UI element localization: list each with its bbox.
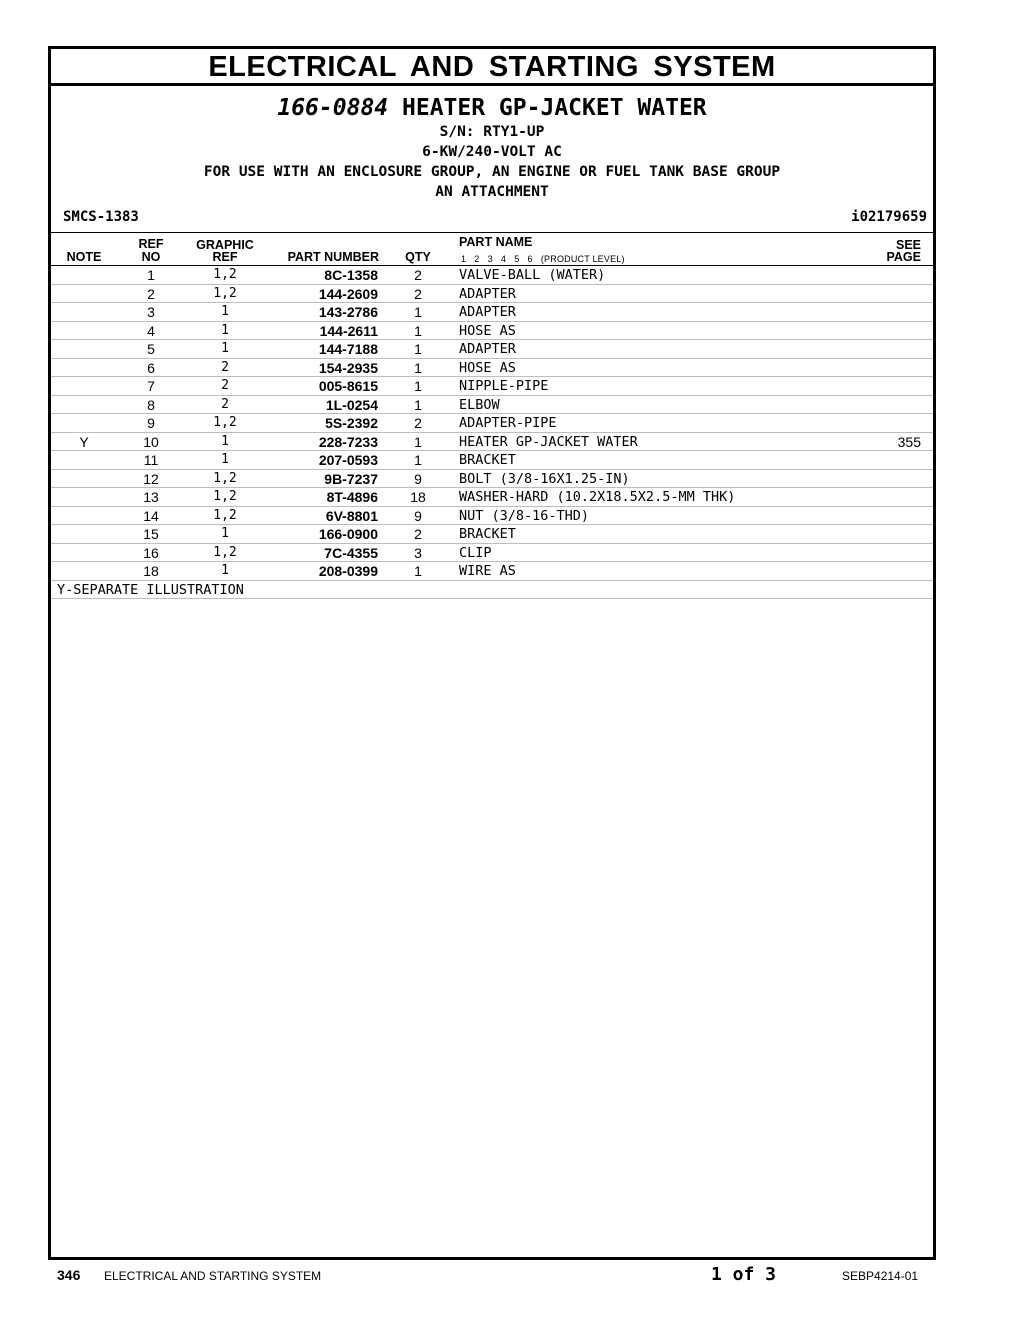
qty-cell: 2 bbox=[414, 267, 422, 283]
table-row bbox=[51, 433, 933, 452]
ref-no-cell: 12 bbox=[143, 470, 159, 487]
column-header bbox=[51, 233, 933, 266]
table-row bbox=[51, 544, 933, 563]
part-name-cell: NIPPLE-PIPE bbox=[459, 378, 549, 394]
qty-cell: 1 bbox=[414, 452, 422, 468]
qty-cell: 1 bbox=[414, 304, 422, 320]
serial-range: S/N: RTY1-UP bbox=[439, 124, 545, 140]
group-title bbox=[51, 94, 933, 122]
table-row bbox=[51, 451, 933, 470]
qty-cell: 18 bbox=[410, 489, 426, 505]
table-row bbox=[51, 414, 933, 433]
qty-cell: 1 bbox=[414, 322, 422, 339]
qty-cell: 2 bbox=[414, 415, 422, 431]
part-name-cell: ELBOW bbox=[459, 396, 500, 413]
part-number-cell[interactable]: 228-7233 bbox=[318, 433, 378, 450]
table-row bbox=[51, 322, 933, 341]
ref-no-cell: 16 bbox=[143, 544, 159, 561]
part-number-cell[interactable]: 9B-7237 bbox=[324, 470, 378, 487]
graphic-ref-cell: 1,2 bbox=[213, 544, 237, 560]
group-name: HEATER GP-JACKET WATER bbox=[402, 95, 707, 121]
footer-section: ELECTRICAL AND STARTING SYSTEM bbox=[104, 1269, 322, 1283]
graphic-ref-cell: 1,2 bbox=[213, 267, 237, 282]
table-row bbox=[51, 525, 933, 544]
qty-cell: 1 bbox=[414, 396, 422, 413]
ref-no-cell: 5 bbox=[147, 341, 155, 357]
table-row bbox=[51, 266, 933, 285]
ref-no-cell: 11 bbox=[143, 452, 159, 468]
graphic-ref-cell: 1,2 bbox=[213, 415, 237, 430]
col-see-top: SEE bbox=[895, 238, 921, 252]
qty-cell: 1 bbox=[414, 563, 422, 579]
doc-number: SEBP4214-01 bbox=[842, 1269, 919, 1283]
ref-no-cell: 18 bbox=[143, 563, 159, 579]
ref-no-cell: 1 bbox=[147, 267, 155, 283]
part-number-cell[interactable]: 154-2935 bbox=[318, 359, 378, 376]
part-number-cell[interactable]: 1L-0254 bbox=[325, 396, 378, 413]
page-number: 346 bbox=[57, 1267, 81, 1283]
page-footer bbox=[0, 1264, 1020, 1288]
smcs-code: SMCS-1383 bbox=[63, 209, 139, 225]
page-of: 1 of 3 bbox=[711, 1264, 777, 1285]
ref-no-cell: 8 bbox=[147, 396, 155, 413]
graphic-ref-cell: 1 bbox=[221, 304, 229, 319]
col-graphic-bottom: REF bbox=[212, 250, 238, 264]
parts-table-body bbox=[51, 266, 933, 581]
table-row bbox=[51, 470, 933, 489]
part-name-cell: HOSE AS bbox=[459, 322, 516, 339]
part-name-cell: WIRE AS bbox=[459, 563, 516, 579]
table-row bbox=[51, 303, 933, 322]
footnote-text: Y-SEPARATE ILLUSTRATION bbox=[57, 581, 244, 598]
usage-line: FOR USE WITH AN ENCLOSURE GROUP, AN ENGINE OR FUEL TANK BASE GROUP bbox=[203, 164, 781, 180]
graphic-ref-cell: 1,2 bbox=[213, 285, 237, 301]
part-number-cell[interactable]: 8T-4896 bbox=[326, 489, 378, 505]
part-number-cell[interactable]: 5S-2392 bbox=[325, 415, 378, 431]
note-cell: Y bbox=[79, 433, 89, 450]
smcs-row bbox=[51, 206, 933, 233]
part-number-cell[interactable]: 005-8615 bbox=[318, 378, 378, 394]
qty-cell: 3 bbox=[414, 544, 422, 561]
qty-cell: 1 bbox=[414, 359, 422, 376]
col-qty: QTY bbox=[405, 250, 431, 264]
qty-cell: 1 bbox=[414, 433, 422, 450]
graphic-ref-cell: 1 bbox=[221, 322, 229, 338]
table-row bbox=[51, 377, 933, 396]
qty-cell: 2 bbox=[414, 526, 422, 542]
usage-line-2: AN ATTACHMENT bbox=[435, 184, 549, 200]
ref-no-cell: 2 bbox=[147, 285, 155, 302]
part-name-cell: CLIP bbox=[459, 544, 492, 561]
see-page-cell[interactable]: 355 bbox=[897, 433, 921, 450]
col-see-bottom: PAGE bbox=[886, 250, 921, 264]
qty-cell: 9 bbox=[414, 507, 422, 524]
part-number-cell[interactable]: 8C-1358 bbox=[324, 267, 378, 283]
group-part-number[interactable]: 166-0884 bbox=[277, 95, 389, 121]
ref-no-cell: 3 bbox=[147, 304, 155, 320]
illustration-id: i02179659 bbox=[851, 209, 927, 225]
graphic-ref-cell: 1,2 bbox=[213, 507, 237, 523]
graphic-ref-cell: 1 bbox=[221, 433, 229, 449]
ref-no-cell: 7 bbox=[147, 378, 155, 394]
table-row bbox=[51, 396, 933, 415]
part-number-cell[interactable]: 144-7188 bbox=[318, 341, 378, 357]
col-part-name: PART NAME bbox=[459, 235, 533, 249]
part-number-cell[interactable]: 143-2786 bbox=[318, 304, 378, 320]
part-number-cell[interactable]: 144-2609 bbox=[318, 285, 378, 302]
qty-cell: 9 bbox=[414, 470, 422, 487]
qty-cell: 1 bbox=[414, 341, 422, 357]
group-header bbox=[51, 94, 933, 202]
part-name-cell: BRACKET bbox=[459, 452, 516, 468]
part-name-cell: BRACKET bbox=[459, 526, 516, 542]
part-number-cell[interactable]: 144-2611 bbox=[319, 322, 378, 339]
col-ref-top: REF bbox=[138, 237, 164, 251]
ref-no-cell: 9 bbox=[147, 415, 155, 431]
qty-cell: 2 bbox=[414, 285, 422, 302]
table-row bbox=[51, 285, 933, 304]
ref-no-cell: 10 bbox=[143, 433, 159, 450]
col-part-number: PART NUMBER bbox=[287, 250, 379, 264]
ref-no-cell: 14 bbox=[143, 507, 159, 524]
parts-list-frame bbox=[48, 46, 936, 1260]
part-number-cell[interactable]: 166-0900 bbox=[318, 526, 378, 542]
rating-line: 6-KW/240-VOLT AC bbox=[422, 144, 562, 160]
col-ref-bottom: NO bbox=[141, 250, 161, 264]
section-title: ELECTRICAL AND STARTING SYSTEM bbox=[51, 49, 933, 86]
table-row bbox=[51, 562, 933, 581]
graphic-ref-cell: 2 bbox=[221, 359, 229, 375]
part-name-cell: ADAPTER-PIPE bbox=[459, 415, 557, 431]
col-note: NOTE bbox=[66, 250, 102, 264]
ref-no-cell: 6 bbox=[147, 359, 155, 376]
table-row bbox=[51, 359, 933, 378]
part-name-cell: ADAPTER bbox=[459, 285, 516, 302]
part-name-cell: WASHER-HARD (10.2X18.5X2.5-MM THK) bbox=[459, 489, 736, 505]
col-product-level: 1 2 3 4 5 6 (PRODUCT LEVEL) bbox=[461, 254, 625, 264]
table-row bbox=[51, 488, 933, 507]
graphic-ref-cell: 1,2 bbox=[213, 489, 237, 504]
col-graphic-top: GRAPHIC bbox=[196, 238, 254, 252]
part-number-cell[interactable]: 207-0593 bbox=[318, 452, 378, 468]
graphic-ref-cell: 1 bbox=[221, 341, 229, 356]
part-number-cell[interactable]: 208-0399 bbox=[318, 563, 378, 579]
part-name-cell: HOSE AS bbox=[459, 359, 516, 376]
ref-no-cell: 13 bbox=[143, 489, 159, 505]
part-name-cell: HEATER GP-JACKET WATER bbox=[459, 433, 638, 450]
qty-cell: 1 bbox=[414, 378, 422, 394]
graphic-ref-cell: 1 bbox=[221, 563, 229, 578]
part-name-cell: ADAPTER bbox=[459, 341, 516, 357]
graphic-ref-cell: 1 bbox=[221, 526, 229, 541]
part-number-cell[interactable]: 7C-4355 bbox=[324, 544, 378, 561]
footnote bbox=[51, 581, 933, 600]
graphic-ref-cell: 2 bbox=[221, 396, 229, 412]
table-row bbox=[51, 340, 933, 359]
graphic-ref-cell: 1 bbox=[221, 452, 229, 467]
graphic-ref-cell: 2 bbox=[221, 378, 229, 393]
table-row bbox=[51, 507, 933, 526]
part-name-cell: NUT (3/8-16-THD) bbox=[459, 507, 590, 524]
ref-no-cell: 15 bbox=[143, 526, 159, 542]
graphic-ref-cell: 1,2 bbox=[213, 470, 237, 486]
part-name-cell: BOLT (3/8-16X1.25-IN) bbox=[459, 470, 630, 487]
ref-no-cell: 4 bbox=[147, 322, 155, 339]
part-name-cell: ADAPTER bbox=[459, 304, 516, 320]
part-number-cell[interactable]: 6V-8801 bbox=[325, 507, 378, 524]
part-name-cell: VALVE-BALL (WATER) bbox=[459, 267, 606, 283]
